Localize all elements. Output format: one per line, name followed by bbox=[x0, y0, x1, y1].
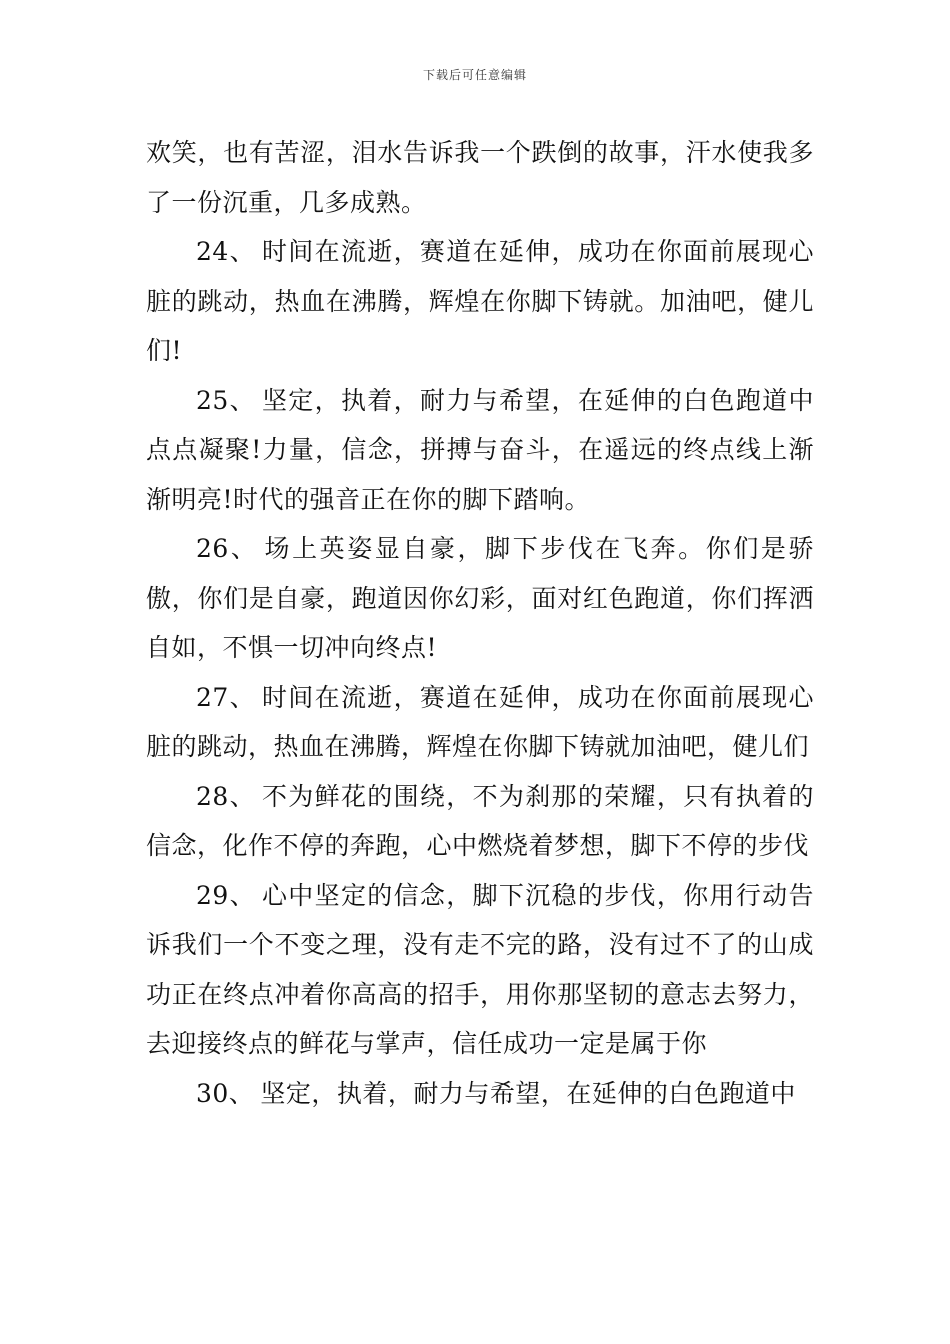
paragraph-text: 欢笑，也有苦涩，泪水告诉我一个跌倒的故事，汗水使我多了一份沉重，几多成熟。 bbox=[146, 138, 814, 217]
paragraph-26 bbox=[146, 524, 814, 673]
paragraph-number: 27、 bbox=[196, 682, 256, 712]
paragraph-number: 28、 bbox=[196, 781, 256, 811]
paragraph-29 bbox=[146, 871, 814, 1069]
paragraph-30 bbox=[146, 1069, 814, 1119]
paragraph-number: 29、 bbox=[196, 880, 256, 910]
paragraph-text: 坚定，执着，耐力与希望，在延伸的白色跑道中 bbox=[260, 1078, 796, 1108]
document-body bbox=[146, 128, 814, 1118]
paragraph-text: 坚定，执着，耐力与希望，在延伸的白色跑道中点点凝聚!力量，信念，拼搏与奋斗，在遥远的终点线上渐渐明亮!时代的强音正在你的脚下踏响。 bbox=[146, 385, 814, 514]
page-header: 下载后可任意编辑 bbox=[422, 68, 527, 82]
paragraph-number: 24、 bbox=[196, 237, 256, 266]
paragraph-continued bbox=[146, 128, 814, 227]
paragraph-number: 26、 bbox=[196, 534, 259, 563]
paragraph-text: 心中坚定的信念，脚下沉稳的步伐，你用行动告诉我们一个不变之理，没有走不完的路，没有过不了的山成功正在终点冲着你高高的招手，用你那坚韧的意志去努力，去迎接终点的鲜花与掌声，信任成功一定是属于你 bbox=[146, 880, 814, 1058]
paragraph-number: 25、 bbox=[196, 385, 256, 415]
paragraph-28 bbox=[146, 772, 814, 871]
paragraph-27 bbox=[146, 673, 814, 772]
paragraph-24 bbox=[146, 227, 814, 376]
paragraph-text: 时间在流逝，赛道在延伸，成功在你面前展现心脏的跳动，热血在沸腾，辉煌在你脚下铸就加油吧，健儿们 bbox=[146, 682, 814, 761]
paragraph-number: 30、 bbox=[196, 1078, 255, 1108]
paragraph-text: 不为鲜花的围绕，不为刹那的荣耀，只有执着的信念，化作不停的奔跑，心中燃烧着梦想，脚下不停的步伐 bbox=[146, 781, 814, 860]
paragraph-text: 时间在流逝，赛道在延伸，成功在你面前展现心脏的跳动，热血在沸腾，辉煌在你脚下铸就。加油吧，健儿们! bbox=[146, 237, 814, 365]
paragraph-25 bbox=[146, 376, 814, 525]
paragraph-text: 场上英姿显自豪，脚下步伐在飞奔。你们是骄傲，你们是自豪，跑道因你幻彩，面对红色跑道，你们挥洒自如，不惧一切冲向终点! bbox=[146, 534, 814, 662]
